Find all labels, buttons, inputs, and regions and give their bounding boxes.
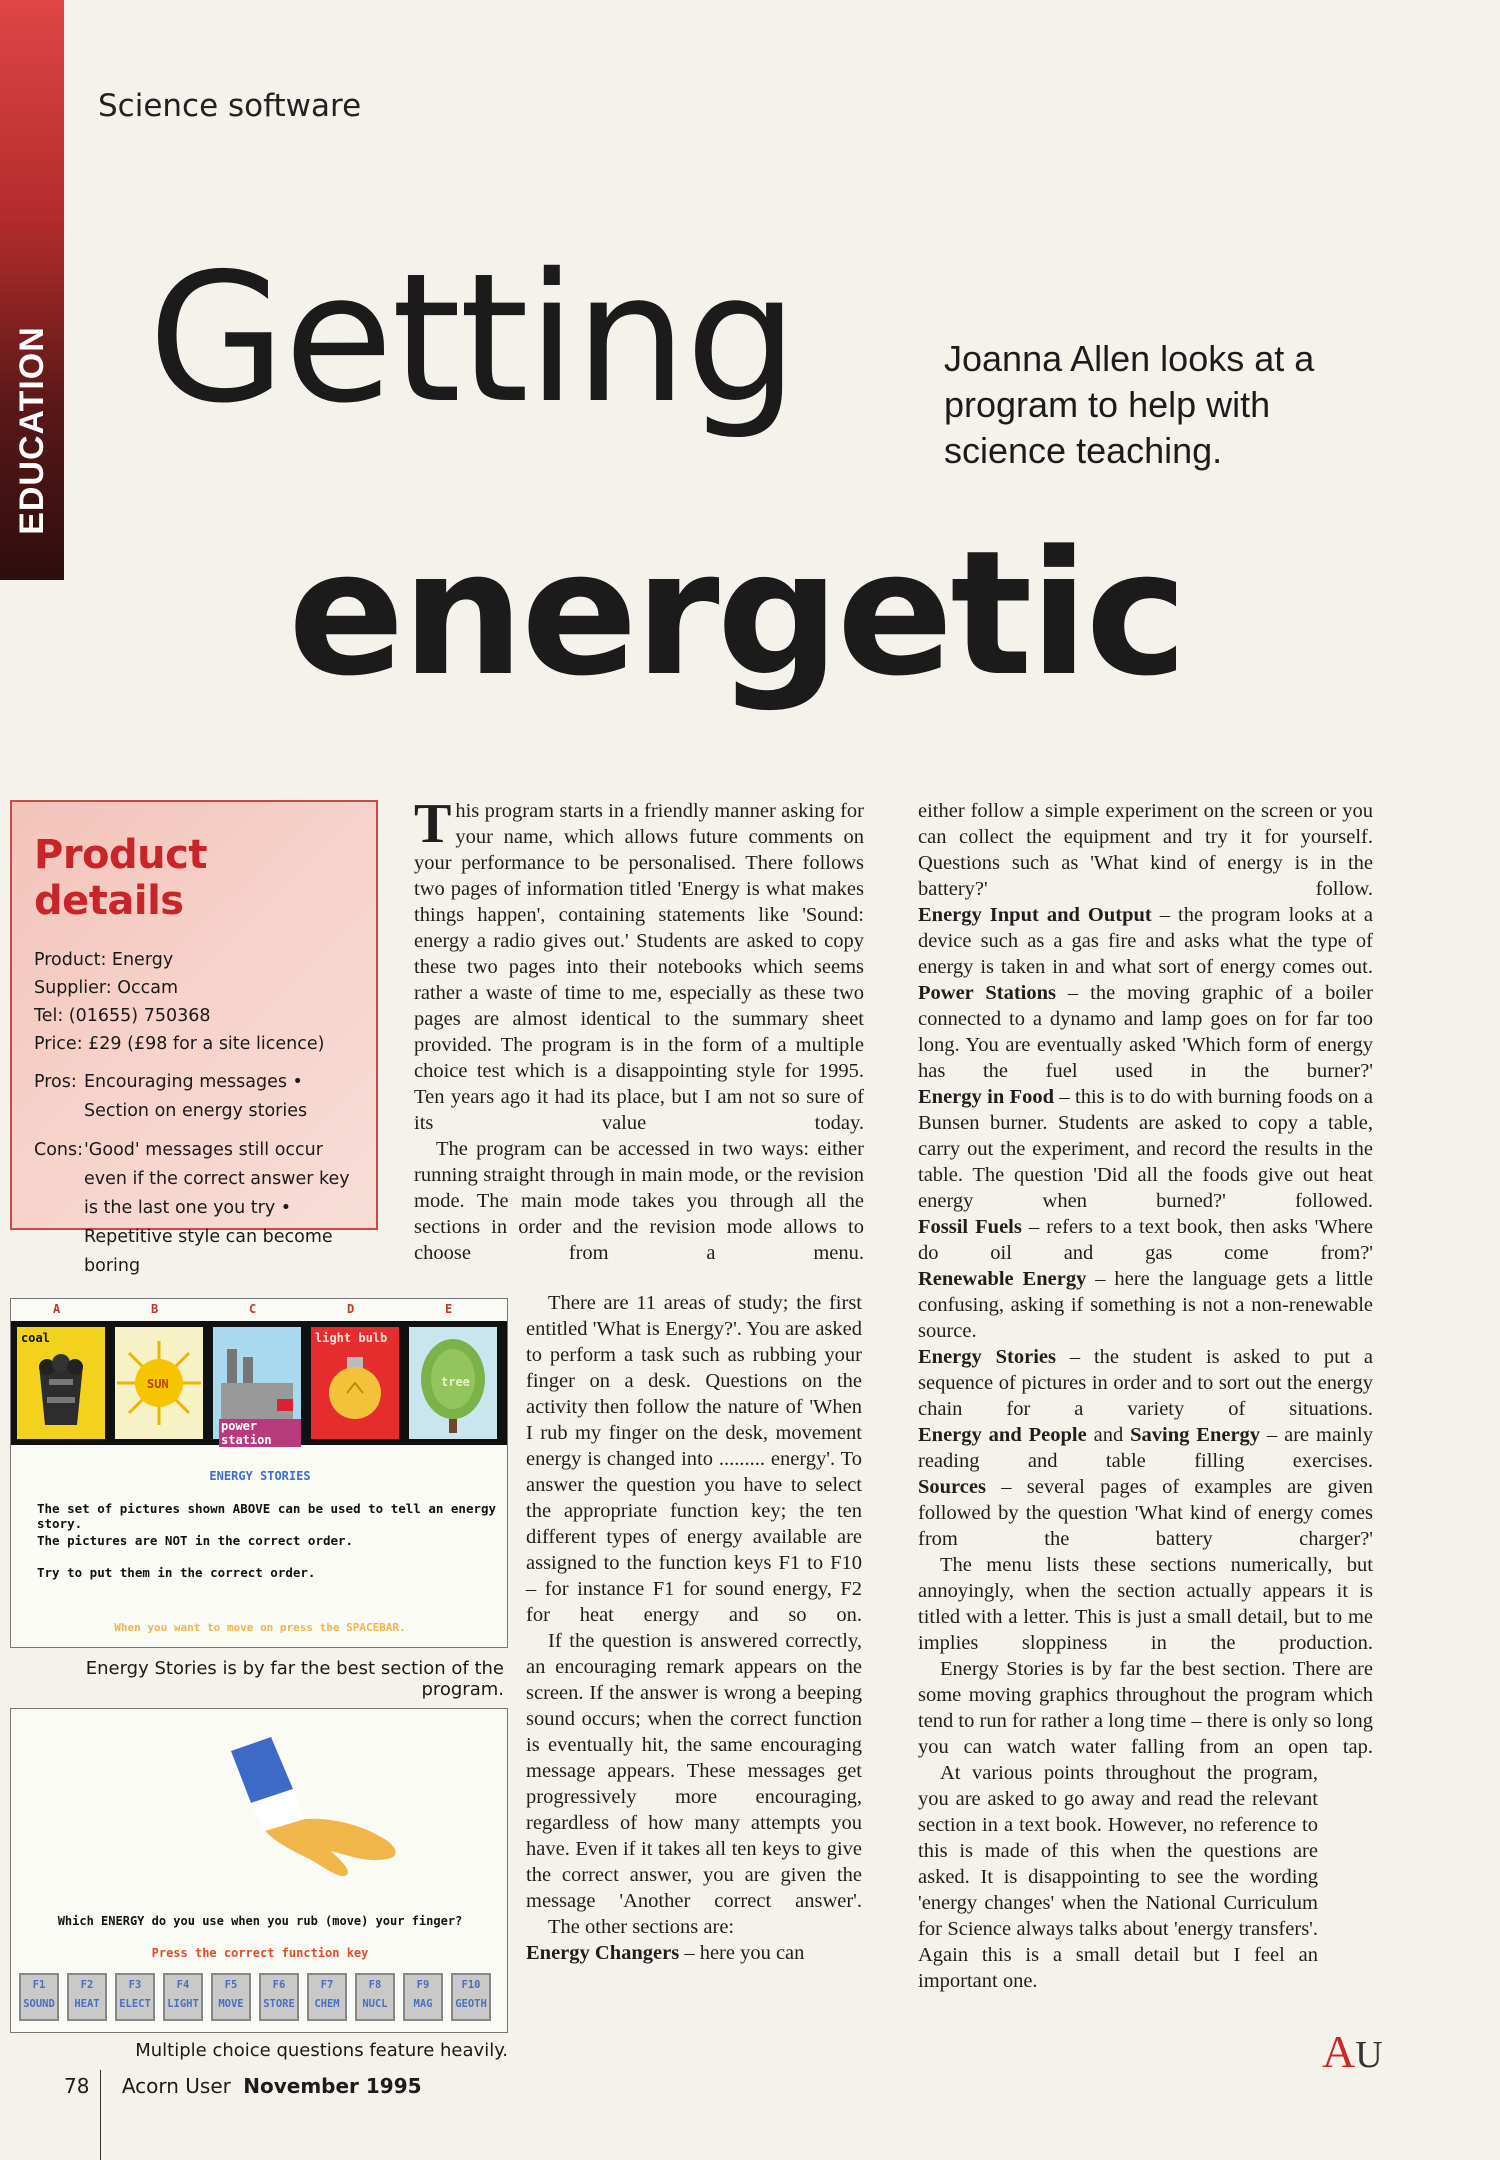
paragraph-1 [414, 793, 864, 1136]
energy-input-output [918, 902, 1373, 980]
energy-in-food-label: Energy in Food [918, 1086, 1055, 1108]
kicker: Science software [98, 88, 362, 124]
drop-cap: T [414, 793, 452, 855]
screenshot-caption-1: Energy Stories is by far the best section of the program. [85, 1658, 504, 1700]
energy-changers-intro [526, 1940, 862, 1966]
renewable-energy-text: – here the language gets a little confusing, asking if something is not a non-renewable source. [918, 1268, 1373, 1342]
multiple-choice-screenshot [10, 1708, 508, 2033]
section-tab-text: EDUCATION [12, 326, 51, 535]
paragraph-7: Energy Stories is by far the best section. There are some moving graphics throughout the program which tend to run for rather a long time – there is only so long you can watch water falling from an open tap. [918, 1658, 1373, 1758]
f7-key-energy: CHEM [314, 1998, 340, 2010]
acorn-user-logo [1322, 2025, 1383, 2078]
sources-text: – several pages of examples are given followed by the question 'What kind of energy comes from the battery charger?' [918, 1476, 1373, 1550]
panel-letter-e: E [445, 1302, 453, 1316]
saving-energy-label: Saving Energy [1130, 1424, 1261, 1446]
power-stations-text: – the moving graphic of a boiler connected to a dynamo and lamp goes on for far too long. You are eventually asked 'Which form of energy has the fuel used in the burner?' [918, 982, 1373, 1082]
f1-key-energy: SOUND [23, 1998, 55, 2010]
panel-label-sun: SUN [147, 1377, 169, 1391]
f1-key[interactable] [19, 1973, 59, 2021]
panel-coal [17, 1327, 105, 1439]
sources-label: Sources [918, 1476, 986, 1498]
pros-label: Pros: [34, 1072, 77, 1092]
instruction-line-2: The pictures are NOT in the correct order. [37, 1533, 354, 1548]
f7-key[interactable] [307, 1973, 347, 2021]
energy-and-people-text: – are mainly reading and table filling exercises. [918, 1424, 1373, 1472]
page-footer [64, 2074, 422, 2098]
f5-key-energy: MOVE [218, 1998, 244, 2010]
f7-key-label: F7 [320, 1979, 334, 1991]
energy-input-output-text: – the program looks at a device such as a gas fire and asks what the type of energy is taken in and what sort of energy comes out. [918, 904, 1373, 978]
product-name: Product: Energy [34, 950, 174, 970]
renewable-energy [918, 1266, 1373, 1344]
standfirst: Joanna Allen looks at a program to help with science teaching. [944, 338, 1315, 471]
logo-letter-a: A [1322, 2026, 1356, 2077]
panel-tree [409, 1327, 497, 1439]
f9-key-energy: MAG [413, 1998, 433, 2010]
sources [918, 1474, 1373, 1552]
energy-in-food [918, 1084, 1373, 1214]
rubbing-hand-icon [201, 1729, 421, 1879]
f4-key-energy: LIGHT [167, 1998, 199, 2010]
f9-key-label: F9 [416, 1979, 430, 1991]
product-pros [34, 1068, 362, 1126]
fossil-fuels-label: Fossil Fuels [918, 1216, 1022, 1238]
cons-text: 'Good' messages still occur even if the correct answer key is the last one you try • Repetitive style can become boring [84, 1140, 350, 1276]
body-column-2 [918, 798, 1373, 1994]
f2-key-energy: HEAT [74, 1998, 100, 2010]
f2-key[interactable] [67, 1973, 107, 2021]
product-price: Price: £29 (£98 for a site licence) [34, 1034, 325, 1054]
energy-changers-continued: either follow a simple experiment on the screen or you can collect the equipment and try it for yourself. Questions such as 'What kind of energy is in the battery?' follow. [918, 800, 1373, 900]
product-tel: Tel: (01655) 750368 [34, 1006, 211, 1026]
panel-letter-d: D [347, 1302, 355, 1316]
title-line-1: Getting [148, 235, 797, 442]
fossil-fuels [918, 1214, 1373, 1266]
energy-changers-text-a: – here you can [679, 1942, 805, 1964]
f10-key-energy: GEOTH [455, 1998, 487, 2010]
f10-key[interactable] [451, 1973, 491, 2021]
energy-and-people-and: and [1086, 1424, 1131, 1446]
section-tab-label [0, 120, 64, 580]
question-text: Which ENERGY do you use when you rub (move) your finger? [57, 1914, 463, 1928]
panel-letters [11, 1302, 509, 1320]
energy-input-output-label: Energy Input and Output [918, 904, 1152, 926]
pros-text: Encouraging messages • Section on energy stories [84, 1072, 308, 1121]
body-column-1-top [414, 793, 864, 1266]
panel-label-light-bulb: light bulb [315, 1331, 388, 1345]
energy-stories [918, 1344, 1373, 1422]
body-column-1-bottom [526, 1290, 862, 1966]
story-panels [11, 1321, 507, 1445]
power-stations-label: Power Stations [918, 982, 1056, 1004]
paragraph-5: The other sections are: [548, 1916, 735, 1938]
f3-key-label: F3 [128, 1979, 142, 1991]
instruction-line-1: The set of pictures shown ABOVE can be used to tell an energy story. [37, 1501, 497, 1531]
paragraph-6: The menu lists these sections numerically, but annoyingly, when the section actually appears it is titled with a letter. This is just a small detail, but to me implies sloppiness in the production. [918, 1554, 1373, 1654]
panel-letter-c: C [249, 1302, 257, 1316]
f6-key-energy: STORE [263, 1998, 295, 2010]
f4-key[interactable] [163, 1973, 203, 2021]
f10-key-label: F10 [461, 1979, 481, 1991]
f8-key[interactable] [355, 1973, 395, 2021]
product-cons [34, 1136, 362, 1281]
f9-key[interactable] [403, 1973, 443, 2021]
cons-label: Cons: [34, 1140, 84, 1160]
paragraph-1-text: his program starts in a friendly manner asking for your name, which allows future comments on your performance to be personalised. There follows two pages of information titled 'Energy is what makes things happen', containing statements like 'Sound: energy a radio gives out.' Students are asked to copy these two pages into their notebooks which seems rather a waste of time to me, especially as these two pages are almost identical to the summary sheet provided. The program is in the form of a multiple choice test which is a disappointing style for 1995. Ten years ago it had its place, but I am not so sure of its value today. [414, 800, 864, 1134]
energy-changers-label: Energy Changers [526, 1942, 680, 1964]
panel-letter-a: A [53, 1302, 61, 1316]
panel-label-power-station: power station [219, 1419, 301, 1447]
panel-letter-b: B [151, 1302, 159, 1316]
product-details-box [10, 800, 378, 1276]
f5-key-label: F5 [224, 1979, 238, 1991]
renewable-energy-label: Renewable Energy [918, 1268, 1087, 1290]
spacebar-hint: When you want to move on press the SPACEBAR. [114, 1621, 406, 1634]
panel-power-station [213, 1327, 301, 1447]
fossil-fuels-text: – refers to a text book, then asks 'Where do oil and gas come from?' [918, 1216, 1373, 1264]
energy-and-people-label: Energy and People [918, 1424, 1087, 1446]
f6-key[interactable] [259, 1973, 299, 2021]
f3-key-energy: ELECT [119, 1998, 151, 2010]
energy-in-food-text: – this is to do with burning foods on a Bunsen burner. Students are asked to copy a table, carry out the experiment, and record the results in the table. The question 'Did all the foods give out heat energy when burned?' followed. [918, 1086, 1374, 1212]
energy-and-people [918, 1422, 1373, 1474]
paragraph-8: At various points throughout the program, you are asked to go away and read the relevant section in a text book. However, no reference to this is made of this when the questions are asked. It is disappointing to see the wording 'energy changes' when the National Curriculum for Science always talks about 'energy transfers'. Again this is a small detail but I feel an important one. [918, 1762, 1318, 1992]
function-key-hint: Press the correct function key [151, 1946, 369, 1960]
f8-key-energy: NUCL [362, 1998, 388, 2010]
title-line-2: energetic [288, 513, 1185, 714]
f5-key[interactable] [211, 1973, 251, 2021]
f8-key-label: F8 [368, 1979, 382, 1991]
logo-letter-u: U [1355, 2034, 1383, 2076]
product-supplier: Supplier: Occam [34, 978, 179, 998]
f3-key[interactable] [115, 1973, 155, 2021]
panel-label-coal: coal [21, 1331, 50, 1345]
page-number: 78 [64, 2074, 90, 2098]
energy-stories-text: – the student is asked to put a sequence of pictures in order and to sort out the energy chain for a variety of situations. [918, 1346, 1373, 1420]
paragraph-3: There are 11 areas of study; the first entitled 'What is Energy?'. You are asked to perform a task such as rubbing your finger on a desk. Questions on the activity then follow the nature of 'When I rub my finger on the desk, movement energy is changed into ......... energy'. To answer the question you have to select the appropriate function key; the ten different types of energy available are assigned to the function keys F1 to F10 – for instance F1 for sound energy, F2 for heat energy and so on. [526, 1292, 862, 1626]
issue-date: November 1995 [243, 2074, 422, 2098]
function-key-row [19, 1973, 505, 2023]
panel-sun [115, 1327, 203, 1439]
f1-key-label: F1 [32, 1979, 46, 1991]
screenshot-caption-2: Multiple choice questions feature heavily. [135, 2040, 508, 2061]
paragraph-2: The program can be accessed in two ways: either running straight through in main mode, or the revision mode. The main mode takes you through all the sections in order and the revision mode allows to choose from a menu. [414, 1138, 864, 1264]
energy-stories-label: Energy Stories [918, 1346, 1056, 1368]
instruction-line-3: Try to put them in the correct order. [37, 1565, 316, 1580]
paragraph-4: If the question is answered correctly, an encouraging remark appears on the screen. If the answer is wrong a beeping sound occurs; when the correct function is eventually hit, the same encouraging message appears. These messages get progressively more encouraging, regardless of how many attempts you have. Even if it takes all ten keys to give the correct answer, you are given the message 'Another correct answer'. [526, 1630, 862, 1912]
energy-stories-screenshot [10, 1298, 508, 1648]
panel-label-tree: tree [441, 1375, 470, 1389]
magazine-name: Acorn User [121, 2074, 231, 2098]
power-stations [918, 980, 1373, 1084]
f6-key-label: F6 [272, 1979, 286, 1991]
f2-key-label: F2 [80, 1979, 94, 1991]
f4-key-label: F4 [176, 1979, 190, 1991]
product-details-heading: Product details [34, 832, 207, 924]
energy-stories-title: ENERGY STORIES [209, 1469, 311, 1483]
panel-light-bulb [311, 1327, 399, 1439]
